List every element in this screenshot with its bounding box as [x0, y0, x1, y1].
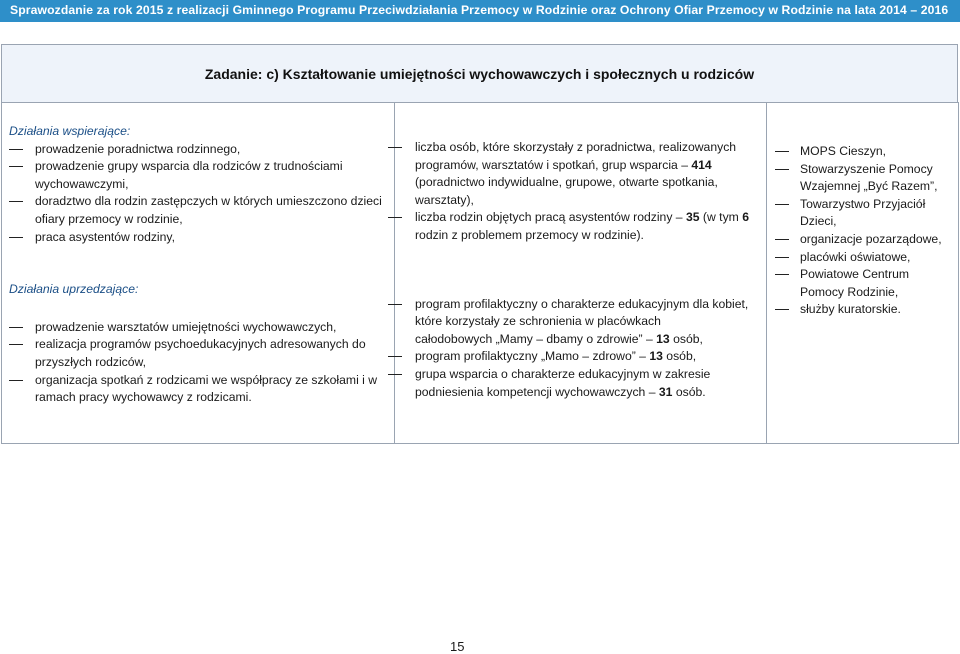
indicators-list-top	[401, 139, 760, 245]
dash-bullet-icon	[775, 169, 789, 170]
list-item: praca asystentów rodziny,	[9, 229, 388, 247]
dash-bullet-icon	[388, 217, 402, 218]
indicators-cell	[395, 103, 767, 444]
dash-bullet-icon	[9, 344, 23, 345]
dash-bullet-icon	[775, 239, 789, 240]
support-actions-list	[9, 141, 388, 247]
list-item: prowadzenie grupy wsparcia dla rodziców z trudnościami wychowawczymi,	[9, 158, 388, 193]
list-item: całodobowych „Mamy – dbamy o zdrowie” – 13 osób,	[415, 331, 703, 346]
dash-bullet-icon	[775, 204, 789, 205]
list-item: prowadzenie warsztatów umiejętności wychowawczych,	[9, 319, 388, 337]
task-table	[1, 102, 959, 444]
dash-bullet-icon	[9, 149, 23, 150]
list-item: placówki oświatowe,	[775, 249, 952, 267]
dash-bullet-icon	[9, 327, 23, 328]
list-item: grupa wsparcia o charakterze edukacyjnym w zakresie podniesienia kompetencji wychowawczych – 31 osób.	[401, 366, 760, 401]
dash-bullet-icon	[775, 151, 789, 152]
list-item: organizacja spotkań z rodzicami we współpracy ze szkołami i w ramach pracy wychowawcy z rodzicami.	[9, 372, 388, 407]
list-item: prowadzenie poradnictwa rodzinnego,	[9, 141, 388, 159]
dash-bullet-icon	[388, 147, 402, 148]
task-title: Zadanie: c) Kształtowanie umiejętności wychowawczych i społecznych u rodziców	[204, 65, 755, 82]
list-item: służby kuratorskie.	[775, 301, 952, 319]
list-item: doradztwo dla rodzin zastępczych w których umieszczono dzieci ofiary przemocy w rodzinie,	[9, 193, 388, 228]
dash-bullet-icon	[775, 257, 789, 258]
actions-cell	[2, 103, 395, 444]
dash-bullet-icon	[9, 166, 23, 167]
list-item: liczba osób, które skorzystały z poradnictwa, realizowanych programów, warsztatów i spotkań, grup wsparcia – 414 (poradnictwo indywidualne, grupowe, otwarte spotkania, warsztaty),	[401, 139, 760, 209]
page-number: 15	[450, 639, 465, 654]
dash-bullet-icon	[9, 201, 23, 202]
support-actions-label: Działania wspierające:	[9, 124, 131, 138]
dash-bullet-icon	[9, 237, 23, 238]
dash-bullet-icon	[9, 380, 23, 381]
list-item: Towarzystwo Przyjaciół Dzieci,	[775, 196, 952, 231]
dash-bullet-icon	[388, 374, 402, 375]
preventive-actions-list	[9, 319, 388, 407]
list-item: Stowarzyszenie Pomocy Wzajemnej „Być Razem”,	[775, 161, 952, 196]
dash-bullet-icon	[775, 274, 789, 275]
list-item: Powiatowe Centrum Pomocy Rodzinie,	[775, 266, 952, 301]
list-item: program profilaktyczny o charakterze edukacyjnym dla kobiet, które korzystały ze schronienia w placówkach	[401, 296, 760, 331]
partners-cell	[767, 103, 959, 444]
list-item: realizacja programów psychoedukacyjnych adresowanych do przyszłych rodziców,	[9, 336, 388, 371]
indicators-list-bottom	[401, 296, 760, 402]
dash-bullet-icon	[388, 356, 402, 357]
dash-bullet-icon	[388, 304, 402, 305]
list-item: MOPS Cieszyn,	[775, 143, 952, 161]
document-header-title: Sprawozdanie za rok 2015 z realizacji Gminnego Programu Przeciwdziałania Przemocy w Rodzinie oraz Ochrony Ofiar Przemocy w Rodzinie na lata 2014 – 2016	[10, 3, 949, 17]
partners-list	[775, 143, 952, 319]
preventive-actions-label: Działania uprzedzające:	[9, 282, 139, 297]
dash-bullet-icon	[775, 309, 789, 310]
list-item: organizacje pozarządowe,	[775, 231, 952, 249]
task-title-box	[1, 44, 958, 103]
list-item: program profilaktyczny „Mamo – zdrowo” – 13 osób,	[401, 348, 760, 366]
table-row	[2, 103, 959, 444]
header-band	[0, 0, 960, 22]
list-item: liczba rodzin objętych pracą asystentów rodziny – 35 (w tym 6 rodzin z problemem przemocy w rodzinie).	[401, 209, 760, 244]
